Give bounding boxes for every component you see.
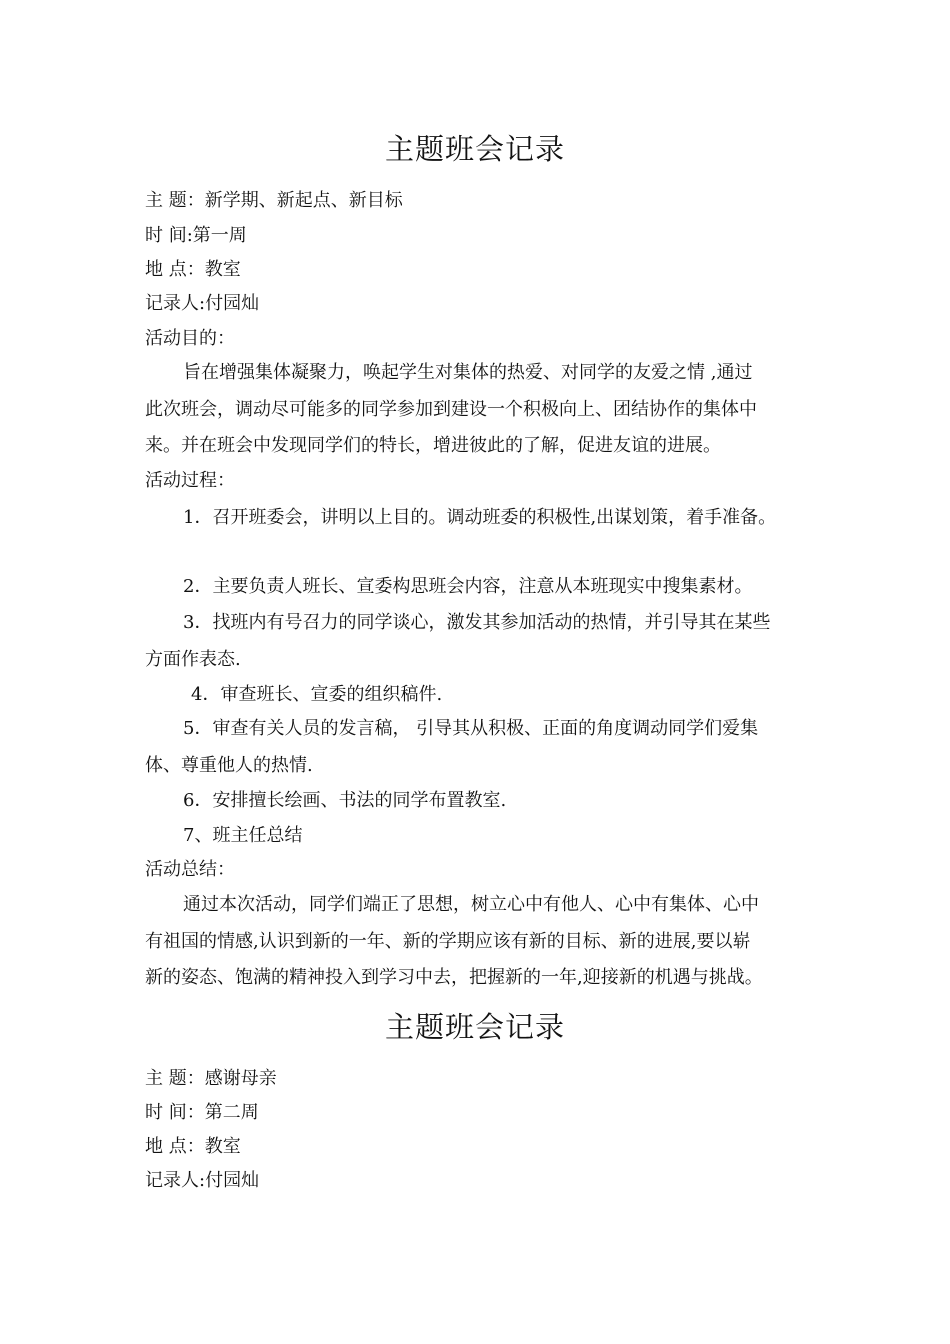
record1-process-step: 方面作表态. xyxy=(145,649,241,670)
record1-process-step: 7、班主任总结 xyxy=(183,825,303,846)
record2-title: 主题班会记录 xyxy=(384,1010,565,1044)
record1-summary-line: 有祖国的情感,认识到新的一年、新的学期应该有新的目标、新的进展,要以崭 xyxy=(145,931,751,952)
record1-time: 时 间:第一周 xyxy=(145,225,247,246)
record1-purpose-line: 来。并在班会中发现同学们的特长，增进彼此的了解，促进友谊的进展。 xyxy=(145,435,721,456)
record1-purpose-line: 旨在增强集体凝聚力，唤起学生对集体的热爱、对同学的友爱之情 ,通过 xyxy=(183,362,753,383)
record1-process-step: 体、尊重他人的热情. xyxy=(145,755,313,776)
record1-purpose-heading: 活动目的： xyxy=(145,328,235,349)
record1-process-step: 5．审查有关人员的发言稿， 引导其从积极、正面的角度调动同学们爱集 xyxy=(183,718,759,739)
record2-topic: 主 题：感谢母亲 xyxy=(145,1068,277,1089)
record1-summary-heading: 活动总结： xyxy=(145,859,235,880)
record1-topic: 主 题：新学期、新起点、新目标 xyxy=(145,190,403,211)
record1-process-step: 2．主要负责人班长、宣委构思班会内容，注意从本班现实中搜集素材。 xyxy=(183,576,753,597)
record2-time: 时 间：第二周 xyxy=(145,1102,259,1123)
record1-summary-line: 通过本次活动，同学们端正了思想，树立心中有他人、心中有集体、心中 xyxy=(183,894,759,915)
record1-process-step: 6．安排擅长绘画、书法的同学布置教室. xyxy=(183,790,507,811)
record1-process-step: 3．找班内有号召力的同学谈心，激发其参加活动的热情，并引导其在某些 xyxy=(183,612,771,633)
record2-recorder: 记录人:付园灿 xyxy=(145,1170,260,1191)
record1-process-step: 1．召开班委会，讲明以上目的。调动班委的积极性,出谋划策，着手准备。 xyxy=(183,507,777,528)
record1-summary-line: 新的姿态、饱满的精神投入到学习中去，把握新的一年,迎接新的机遇与挑战。 xyxy=(145,967,763,988)
record1-process-heading: 活动过程： xyxy=(145,470,235,491)
record2-place: 地 点：教室 xyxy=(145,1136,241,1157)
record1-title: 主题班会记录 xyxy=(384,132,565,166)
record1-recorder: 记录人:付园灿 xyxy=(145,293,260,314)
record1-place: 地 点：教室 xyxy=(145,259,241,280)
record1-process-step: 4．审查班长、宣委的组织稿件. xyxy=(191,684,443,705)
record1-purpose-line: 此次班会，调动尽可能多的同学参加到建设一个积极向上、团结协作的集体中 xyxy=(145,399,757,420)
